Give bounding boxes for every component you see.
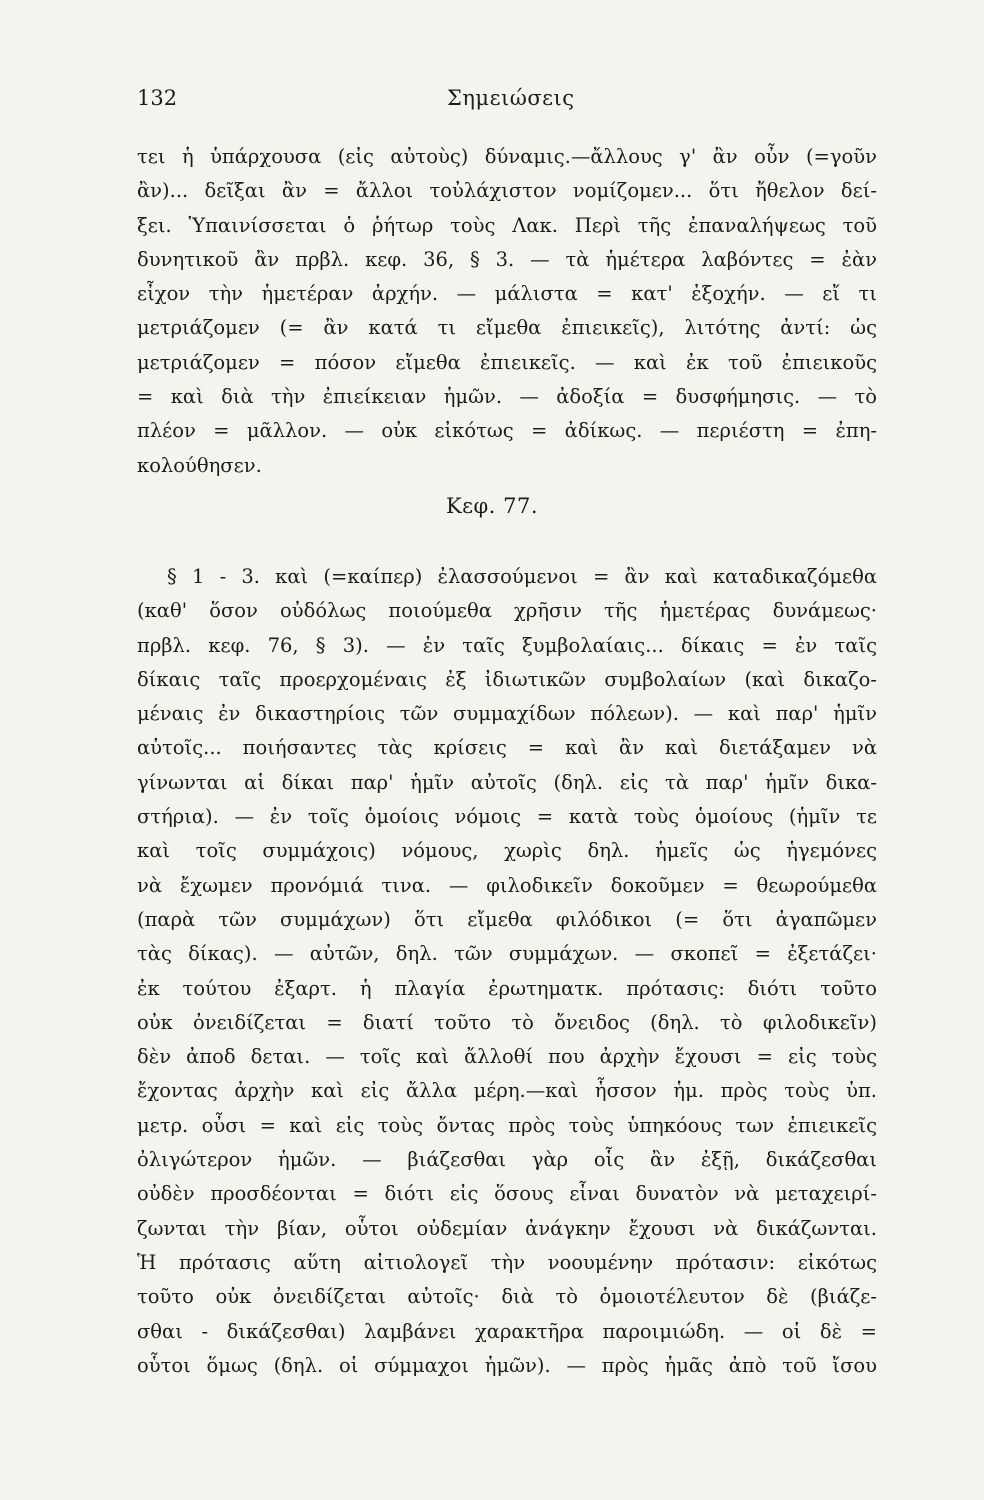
text-line: τει ἡ ὑπάρχουσα (εἰς αὐτοὺς) δύναμις.—ἄλλους γ' ἂν οὖν (=γοῦν [137, 145, 877, 168]
text-line: τοῦτο οὐκ ὀνειδίζεται αὐτοῖς· διὰ τὸ ὁμοιοτέλευτον δὲ (βιάζε- [137, 1285, 877, 1309]
text-line: νὰ ἔχωμεν προνόμιά τινα. — φιλοδικεῖν δοκοῦμεν = θεωρούμεθα [137, 873, 877, 897]
text-line: στήρια). — ἐν τοῖς ὁμοίοις νόμοις = κατὰ τοὺς ὁμοίους (ἡμῖν τε [137, 805, 877, 829]
page-header [137, 86, 873, 116]
text-line: τὰς δίκας). — αὐτῶν, δηλ. τῶν συμμάχων. — σκοπεῖ = ἐξετάζει· [137, 942, 877, 966]
text-line: αὐτοῖς... ποιήσαντες τὰς κρίσεις = καὶ ἂν καὶ διετάξαμεν νὰ [137, 736, 877, 760]
text-line: ἐκ τούτου ἐξαρτ. ἡ πλαγία ἐρωτηματκ. πρότασις: διότι τοῦτο [137, 976, 877, 1000]
text-line: ὀλιγώτερον ἡμῶν. — βιάζεσθαι γὰρ οἷς ἂν ἐξῇ, δικάζεσθαι [137, 1148, 877, 1172]
text-line: μετριάζομεν (= ἂν κατά τι εἴμεθα ἐπιεικεῖς), λιτότης ἀντί: ὡς [137, 316, 877, 340]
text-line: δίκαις ταῖς προερχομέναις ἐξ ἰδιωτικῶν συμβολαίων (καὶ δικαζο- [137, 667, 877, 691]
commentary-paragraph-1 [137, 140, 877, 483]
text-line: οὗτοι ὅμως (δηλ. οἱ σύμμαχοι ἡμῶν). — πρὸς ἡμᾶς ἀπὸ τοῦ ἴσου [137, 1353, 877, 1377]
text-line: οὐδὲν προσδέονται = διότι εἰς ὅσους εἶναι δυνατὸν νὰ μεταχειρί- [137, 1182, 877, 1206]
text-line: καὶ τοῖς συμμάχοις) νόμους, χωρὶς δηλ. ἡμεῖς ὡς ἡγεμόνες [137, 839, 877, 863]
chapter-heading: Κεφ. 77. [445, 494, 539, 518]
text-line: κολούθησεν. [137, 453, 262, 477]
commentary-paragraph-2 [137, 560, 877, 1383]
text-line: γίνωνται αἱ δίκαι παρ' ἡμῖν αὐτοῖς (δηλ. εἰς τὰ παρ' ἡμῖν δικα- [137, 770, 877, 794]
text-line: = καὶ διὰ τὴν ἐπιείκειαν ἡμῶν. — ἀδοξία = δυσφήμησις. — τὸ [137, 385, 877, 409]
text-line: ἔχοντας ἀρχὴν καὶ εἰς ἄλλα μέρη.—καὶ ἧσσον ἡμ. πρὸς τοὺς ὑπ. [137, 1079, 877, 1103]
text-line: (καθ' ὅσον οὐδόλως ποιούμεθα χρῆσιν τῆς ἡμετέρας δυνάμεως· [137, 599, 877, 623]
text-line: δὲν ἀποδ δεται. — τοῖς καὶ ἄλλοθί που ἀρχὴν ἔχουσι = εἰς τοὺς [137, 1045, 877, 1069]
page-number: 132 [137, 86, 178, 110]
text-line: σθαι - δικάζεσθαι) λαμβάνει χαρακτῆρα παροιμιώδη. — οἱ δὲ = [137, 1319, 877, 1343]
text-line: μετρ. οὖσι = καὶ εἰς τοὺς ὄντας πρὸς τοὺς ὑπηκόους των ἐπιεικεῖς [137, 1113, 877, 1137]
text-line: (παρὰ τῶν συμμάχων) ὅτι εἴμεθα φιλόδικοι (= ὅτι ἀγαπῶμεν [137, 907, 877, 931]
text-line: οὐκ ὀνειδίζεται = διατί τοῦτο τὸ ὄνειδος (δηλ. τὸ φιλοδικεῖν) [137, 1010, 877, 1034]
text-line: μέναις ἐν δικαστηρίοις τῶν συμμαχίδων πόλεων). — καὶ παρ' ἡμῖν [137, 702, 877, 726]
text-line: πρβλ. κεφ. 76, § 3). — ἐν ταῖς ξυμβολαίαις... δίκαις = ἐν ταῖς [137, 633, 877, 657]
text-line: ξει. Ὑπαινίσσεται ὁ ῥήτωρ τοὺς Λακ. Περὶ τῆς ἐπαναλήψεως τοῦ [137, 213, 877, 237]
running-title: Σημειώσεις [447, 86, 575, 110]
text-line: ἂν)... δεῖξαι ἂν = ἄλλοι τοὐλάχιστον νομίζομεν... ὅτι ἤθελον δεί- [137, 179, 877, 203]
text-line: § 1 - 3. καὶ (=καίπερ) ἐλασσούμενοι = ἂν καὶ καταδικαζόμεθα [167, 565, 877, 588]
text-line: ζωνται τὴν βίαν, οὗτοι οὐδεμίαν ἀνάγκην ἔχουσι νὰ δικάζωνται. [137, 1216, 877, 1240]
text-line: Ἡ πρότασις αὕτη αἰτιολογεῖ τὴν νοουμένην πρότασιν: εἰκότως [137, 1250, 877, 1274]
text-line: πλέον = μᾶλλον. — οὐκ εἰκότως = ἀδίκως. — περιέστη = ἐπη- [137, 419, 877, 443]
text-line: μετριάζομεν = πόσον εἴμεθα ἐπιεικεῖς. — καὶ ἐκ τοῦ ἐπιεικοῦς [137, 350, 877, 374]
text-line: δυνητικοῦ ἂν πρβλ. κεφ. 36, § 3. — τὰ ἡμέτερα λαβόντες = ἐὰν [137, 247, 877, 271]
text-line: εἶχον τὴν ἡμετέραν ἀρχήν. — μάλιστα = κατ' ἐξοχήν. — εἴ τι [137, 282, 877, 306]
